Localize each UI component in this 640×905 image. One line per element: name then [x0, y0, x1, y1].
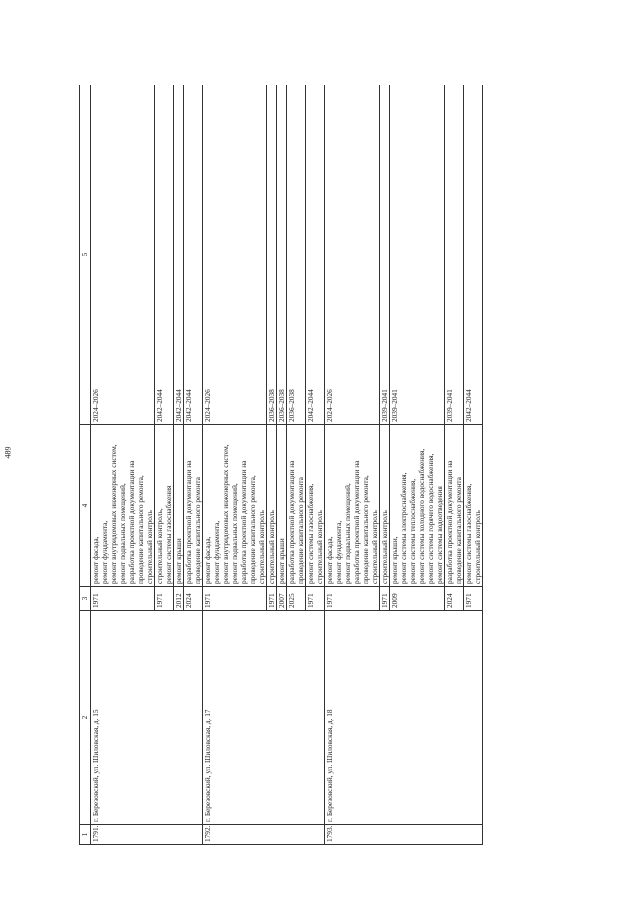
- works-cell: [184, 425, 203, 587]
- works-cell: [306, 425, 325, 587]
- building-address: г. Березовский, ул. Шиловская, д. 17: [203, 611, 325, 825]
- work-item: ремонт фундамента,: [212, 520, 221, 584]
- works-cell: [277, 425, 287, 587]
- work-item: ремонт подвальных помещений,: [118, 483, 127, 584]
- year-cell: 2024: [184, 587, 203, 611]
- works-cell: [390, 425, 445, 587]
- work-item: ремонт подвальных помещений,: [230, 483, 239, 584]
- table-row: [325, 85, 380, 845]
- work-item: ремонт системы газоснабжения: [164, 485, 173, 584]
- work-item: разработка проектной документации на: [184, 460, 193, 584]
- work-item: строительный контроль: [473, 510, 482, 584]
- period-cell: 2024–2026: [91, 85, 155, 425]
- work-item: проведение капитального ремонта,: [136, 475, 145, 584]
- work-item: ремонт фасада,: [91, 536, 100, 584]
- year-cell: 1971: [267, 587, 277, 611]
- work-item: ремонт фундамента,: [100, 520, 109, 584]
- building-address: г. Березовский, ул. Шиловская, д. 15: [91, 611, 203, 825]
- work-item: ремонт крыши: [277, 538, 286, 584]
- work-item: проведение капитального ремонта: [454, 477, 463, 584]
- work-item: ремонт системы электроснабжения,: [399, 472, 408, 584]
- work-item: ремонт системы горячего водоснабжения,: [426, 453, 435, 584]
- work-item: проведение капитального ремонта: [296, 477, 305, 584]
- year-cell: 1971: [306, 587, 325, 611]
- works-cell: [267, 425, 277, 587]
- period-cell: 2042–2044: [306, 85, 325, 425]
- column-header: 1: [80, 825, 91, 845]
- period-cell: 2024–2026: [325, 85, 380, 425]
- work-item: разработка проектной документации на: [445, 460, 454, 584]
- work-item: разработка проектной документации на: [287, 460, 296, 584]
- works-cell: [174, 425, 184, 587]
- rotated-table-frame: [79, 85, 604, 845]
- work-item: проведение капитального ремонта: [193, 477, 202, 584]
- period-cell: 2042–2044: [464, 85, 483, 425]
- period-cell: 2039–2041: [445, 85, 464, 425]
- work-item: строительный контроль: [257, 510, 266, 584]
- year-cell: 1971: [155, 587, 174, 611]
- table-row: [91, 85, 155, 845]
- rotated-table-content: [79, 85, 604, 845]
- column-header: 4: [80, 425, 91, 587]
- repair-schedule-table: [79, 85, 483, 845]
- period-cell: 2036–2038: [287, 85, 306, 425]
- work-item: ремонт подвальных помещений,: [343, 483, 352, 584]
- year-cell: 2025: [287, 587, 306, 611]
- works-cell: [464, 425, 483, 587]
- building-number: 1792.: [203, 825, 325, 845]
- work-item: ремонт системы газоснабжения,: [306, 483, 315, 584]
- work-item: ремонт системы газоснабжения,: [464, 483, 473, 584]
- work-item: ремонт внутридомовых инженерных систем,: [109, 444, 118, 584]
- work-item: проведение капитального ремонта,: [248, 475, 257, 584]
- year-cell: 2012: [174, 587, 184, 611]
- page-number-text: 489: [3, 446, 12, 459]
- works-cell: [380, 425, 390, 587]
- table-body: [91, 85, 483, 845]
- year-cell: 2024: [445, 587, 464, 611]
- column-header: 5: [80, 85, 91, 425]
- works-cell: [287, 425, 306, 587]
- building-number: 1791.: [91, 825, 203, 845]
- year-cell: 2009: [390, 587, 445, 611]
- work-item: строительный контроль: [380, 510, 389, 584]
- period-cell: 2036–2038: [267, 85, 277, 425]
- works-cell: [445, 425, 464, 587]
- period-cell: 2039–2041: [380, 85, 390, 425]
- work-item: ремонт фасада,: [203, 536, 212, 584]
- work-item: разработка проектной документации на: [352, 460, 361, 584]
- period-cell: 2039–2041: [390, 85, 445, 425]
- work-item: строительный контроль: [267, 510, 276, 584]
- work-item: ремонт крыши,: [390, 536, 399, 584]
- year-cell: 1971: [91, 587, 155, 611]
- work-item: ремонт внутридомовых инженерных систем,: [221, 444, 230, 584]
- year-cell: 1971: [464, 587, 483, 611]
- work-item: разработка проектной документации на: [239, 460, 248, 584]
- work-item: строительный контроль: [315, 510, 324, 584]
- works-cell: [91, 425, 155, 587]
- header-row: [80, 85, 91, 845]
- works-cell: [203, 425, 267, 587]
- period-cell: 2024–2026: [203, 85, 267, 425]
- work-item: ремонт системы холодного водоснабжения,: [417, 448, 426, 584]
- work-item: разработка проектной документации на: [127, 460, 136, 584]
- year-cell: 1971: [380, 587, 390, 611]
- column-header: 3: [80, 587, 91, 611]
- period-cell: 2042–2044: [184, 85, 203, 425]
- period-cell: 2042–2044: [155, 85, 174, 425]
- column-header: 2: [80, 611, 91, 825]
- year-cell: 2007: [277, 587, 287, 611]
- page-number: [0, 0, 15, 905]
- work-item: строительный контроль: [370, 510, 379, 584]
- building-number: 1793.: [325, 825, 483, 845]
- work-item: строительный контроль,: [155, 508, 164, 584]
- work-item: ремонт фасада,: [325, 536, 334, 584]
- works-cell: [155, 425, 174, 587]
- period-cell: 2042–2044: [174, 85, 184, 425]
- building-address: г. Березовский, ул. Шиловская, д. 18: [325, 611, 483, 825]
- period-cell: 2036–2038: [277, 85, 287, 425]
- work-item: ремонт фундамента,: [334, 520, 343, 584]
- work-item: ремонт крыши: [174, 538, 183, 584]
- work-item: строительный контроль: [145, 510, 154, 584]
- work-item: ремонт системы теплоснабжения,: [408, 478, 417, 584]
- work-item: ремонт системы водоотведения: [435, 486, 444, 584]
- table-row: [203, 85, 267, 845]
- year-cell: 1971: [325, 587, 380, 611]
- year-cell: 1971: [203, 587, 267, 611]
- work-item: проведение капитального ремонта,: [361, 475, 370, 584]
- works-cell: [325, 425, 380, 587]
